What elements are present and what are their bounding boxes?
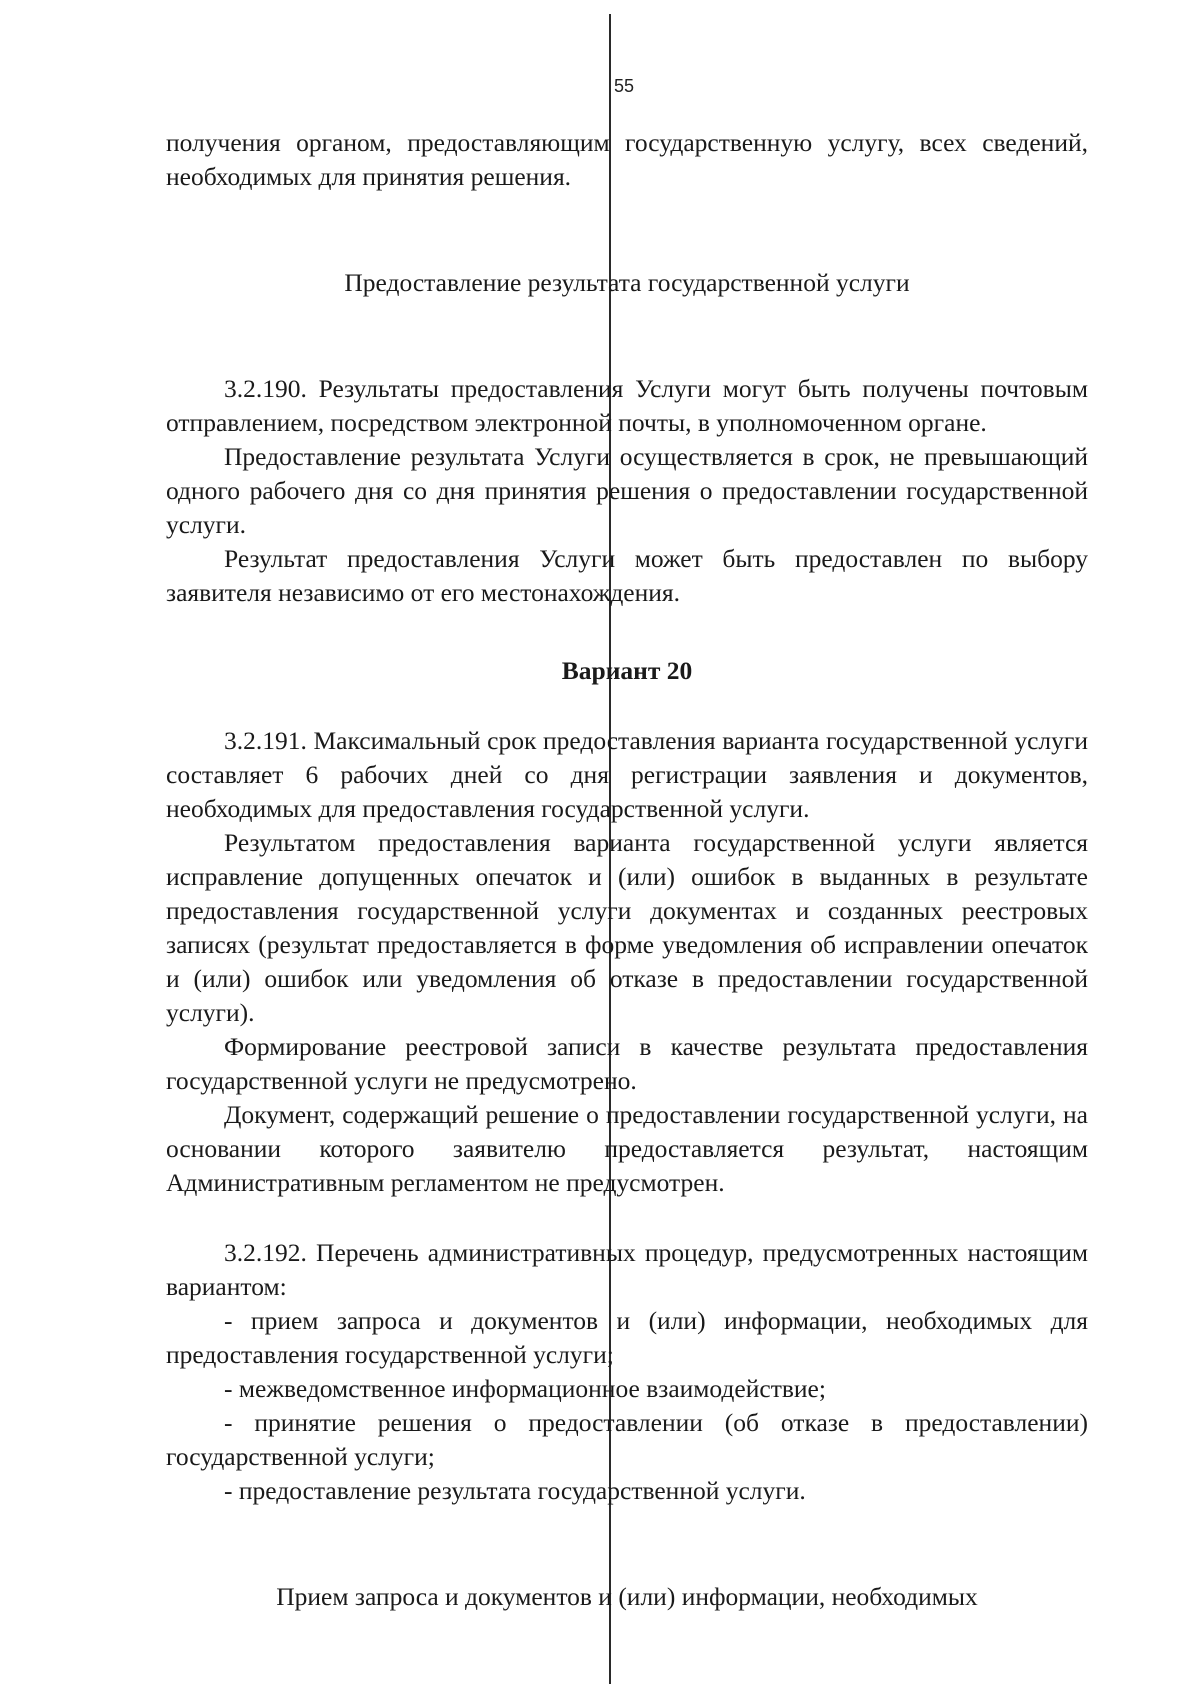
list-item-interagency: - межведомственное информационное взаимодействие; [224, 1374, 826, 1403]
paragraph-continued: получения органом, предоставляющим государственную услугу, всех сведений, необходимых для принятия решения. [166, 128, 1088, 191]
page-number: 55 [614, 76, 635, 96]
variant-heading: Вариант 20 [561, 656, 693, 685]
paragraph-registry-record: Формирование реестровой записи в качестве результата предоставления государственной услуги не предусмотрено. [166, 1032, 1088, 1095]
list-item-result-delivery: - предоставление результата государственной услуги. [224, 1476, 806, 1505]
section-heading-intake: Прием запроса и документов и (или) информации, необходимых [276, 1582, 978, 1611]
paragraph-3-2-191: 3.2.191. Максимальный срок предоставления варианта государственной услуги составляет 6 рабочих дней со дня регистрации заявления и документов, необходимых для предоставления государственной услуги. [166, 726, 1088, 823]
paragraph-3-2-190: 3.2.190. Результаты предоставления Услуги могут быть получены почтовым отправлением, посредством электронной почты, в уполномоченном органе. [166, 374, 1088, 437]
paragraph-result-term: Предоставление результата Услуги осуществляется в срок, не превышающий одного рабочего дня со дня принятия решения о предоставлении государственной услуги. [166, 442, 1088, 539]
list-item-decision: - принятие решения о предоставлении (об отказе в предоставлении) государственной услуги; [166, 1408, 1088, 1471]
document-body [166, 126, 1088, 1614]
paragraph-variant-result: Результатом предоставления варианта государственной услуги является исправление допущенных опечаток и (или) ошибок в выданных в результате предоставления государственной услуги документах и созданных реестровых записях (результат предоставляется в форме уведомления об исправлении опечаток и (или) ошибок или уведомления об отказе в предоставлении государственной услуги). [166, 828, 1088, 1027]
paragraph-3-2-192: 3.2.192. Перечень административных процедур, предусмотренных настоящим вариантом: [166, 1238, 1088, 1301]
section-heading-result: Предоставление результата государственной услуги [344, 268, 910, 297]
list-item-request-intake: - прием запроса и документов и (или) информации, необходимых для предоставления государственной услуги; [166, 1306, 1088, 1369]
paragraph-decision-document: Документ, содержащий решение о предоставлении государственной услуги, на основании которого заявителю предоставляется результат, настоящим Административным регламентом не предусмотрен. [166, 1100, 1088, 1197]
paragraph-result-choice: Результат предоставления Услуги может быть предоставлен по выбору заявителя независимо от его местонахождения. [166, 544, 1088, 607]
